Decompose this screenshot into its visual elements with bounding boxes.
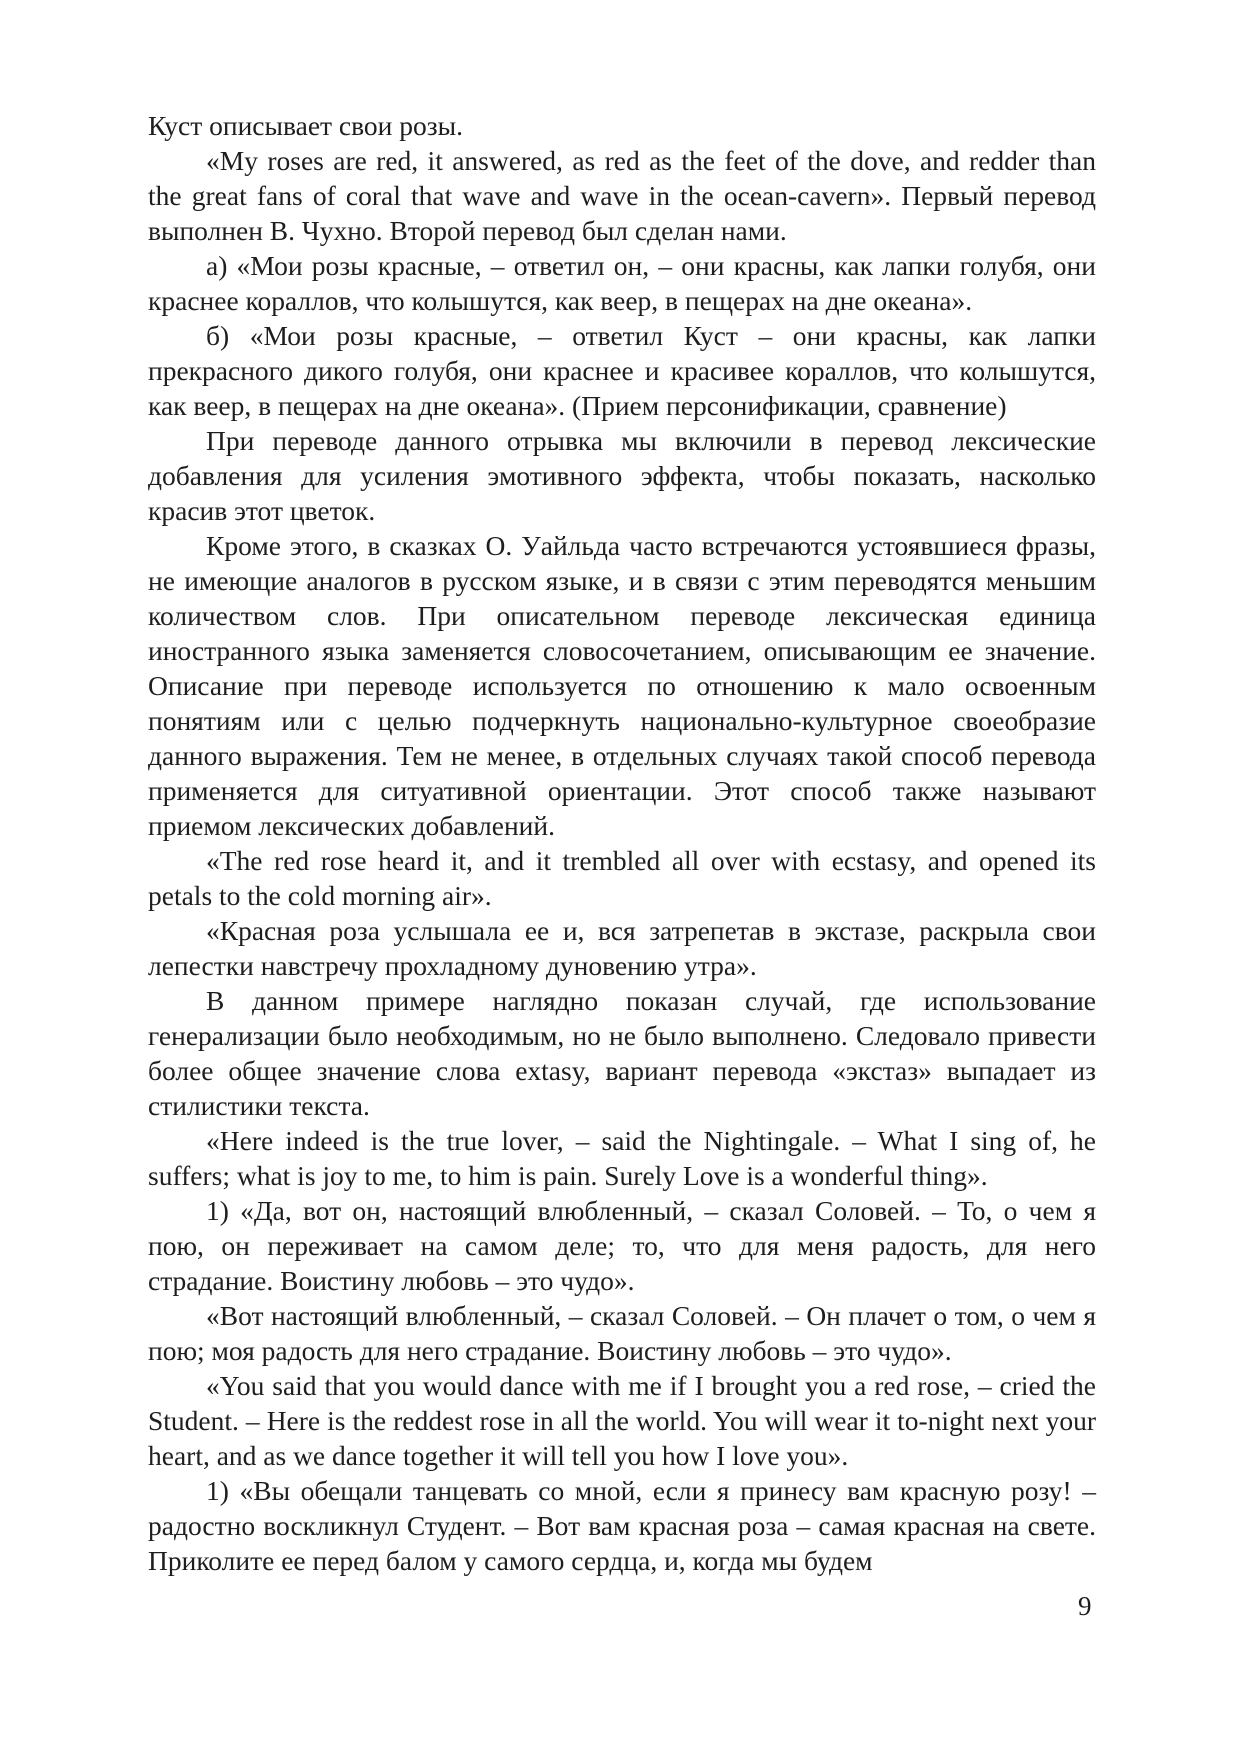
paragraph-commentary-additions: При переводе данного отрывка мы включили в перевод лексические добавления для усиления эмотивного эффекта, чтобы показать, насколько красив этот цветок.: [148, 425, 1096, 526]
page-number: 9: [1078, 1591, 1092, 1621]
page-body: [148, 108, 1096, 1578]
paragraph-translation-b: б) «Мои розы красные, – ответил Куст – они красны, как лапки прекрасного дикого голубя, они краснее и красивее кораллов, что колышутся, как веер, в пещерах на дне океана». (Прием персонификации, сравнение): [148, 320, 1096, 421]
paragraph-quote-nightingale-ru-2: «Вот настоящий влюбленный, – сказал Соловей. – Он плачет о том, о чем я пою; моя радость для него страдание. Воистину любовь – это чудо».: [148, 1300, 1096, 1366]
paragraph-quote-nightingale-en: «Here indeed is the true lover, – said the Nightingale. – What I sing of, he suffers; what is joy to me, to him is pain. Surely Love is a wonderful thing».: [148, 1125, 1096, 1191]
paragraph-quote-student-ru: 1) «Вы обещали танцевать со мной, если я принесу вам красную розу! – радостно воскликнул Студент. – Вот вам красная роза – самая красная на свете. Приколите ее перед балом у самого сердца, и, когда мы будем: [148, 1475, 1096, 1576]
paragraph-quote-roses-en: «My roses are red, it answered, as red as the feet of the dove, and redder than the great fans of coral that wave and wave in the ocean-cavern». Первый перевод выполнен В. Чухно. Второй перевод был сделан нами.: [148, 145, 1096, 246]
paragraph-descriptive-translation: Кроме этого, в сказках О. Уайльда часто встречаются устоявшиеся фразы, не имеющие аналогов в русском языке, и в связи с этим переводятся меньшим количеством слов. При описательном переводе лексическая единица иностранного языка заменяется словосочетанием, описывающим ее значение. Описание при переводе используется по отношению к мало освоенным понятиям или с целью подчеркнуть национально-культурное своеобразие данного выражения. Тем не менее, в отдельных случаях такой способ перевода применяется для ситуативной ориентации. Этот способ также называют приемом лексических добавлений.: [148, 530, 1096, 841]
paragraph-quote-red-rose-en: «The red rose heard it, and it trembled all over with ecstasy, and opened its petals to the cold morning air».: [148, 845, 1096, 911]
paragraph-translation-a: а) «Мои розы красные, – ответил он, – они красны, как лапки голубя, они краснее кораллов, что колышутся, как веер, в пещерах на дне океана».: [148, 250, 1096, 316]
paragraph-quote-student-en: «You said that you would dance with me if I brought you a red rose, – cried the Student. – Here is the reddest rose in all the world. You will wear it to-night next your heart, and as we dance together it will tell you how I love you».: [148, 1370, 1096, 1471]
paragraph-quote-red-rose-ru: «Красная роза услышала ее и, вся затрепетав в экстазе, раскрыла свои лепестки навстречу прохладному дуновению утра».: [148, 915, 1096, 981]
paragraph-generalization: В данном примере наглядно показан случай, где использование генерализации было необходимым, но не было выполнено. Следовало привести более общее значение слова extasy, вариант перевода «экстаз» выпадает из стилистики текста.: [148, 985, 1096, 1121]
paragraph-quote-nightingale-ru-1: 1) «Да, вот он, настоящий влюбленный, – сказал Соловей. – То, о чем я пою, он переживает на самом деле; то, что для меня радость, для него страдание. Воистину любовь – это чудо».: [148, 1195, 1096, 1296]
paragraph-intro: Куст описывает свои розы.: [148, 110, 463, 141]
